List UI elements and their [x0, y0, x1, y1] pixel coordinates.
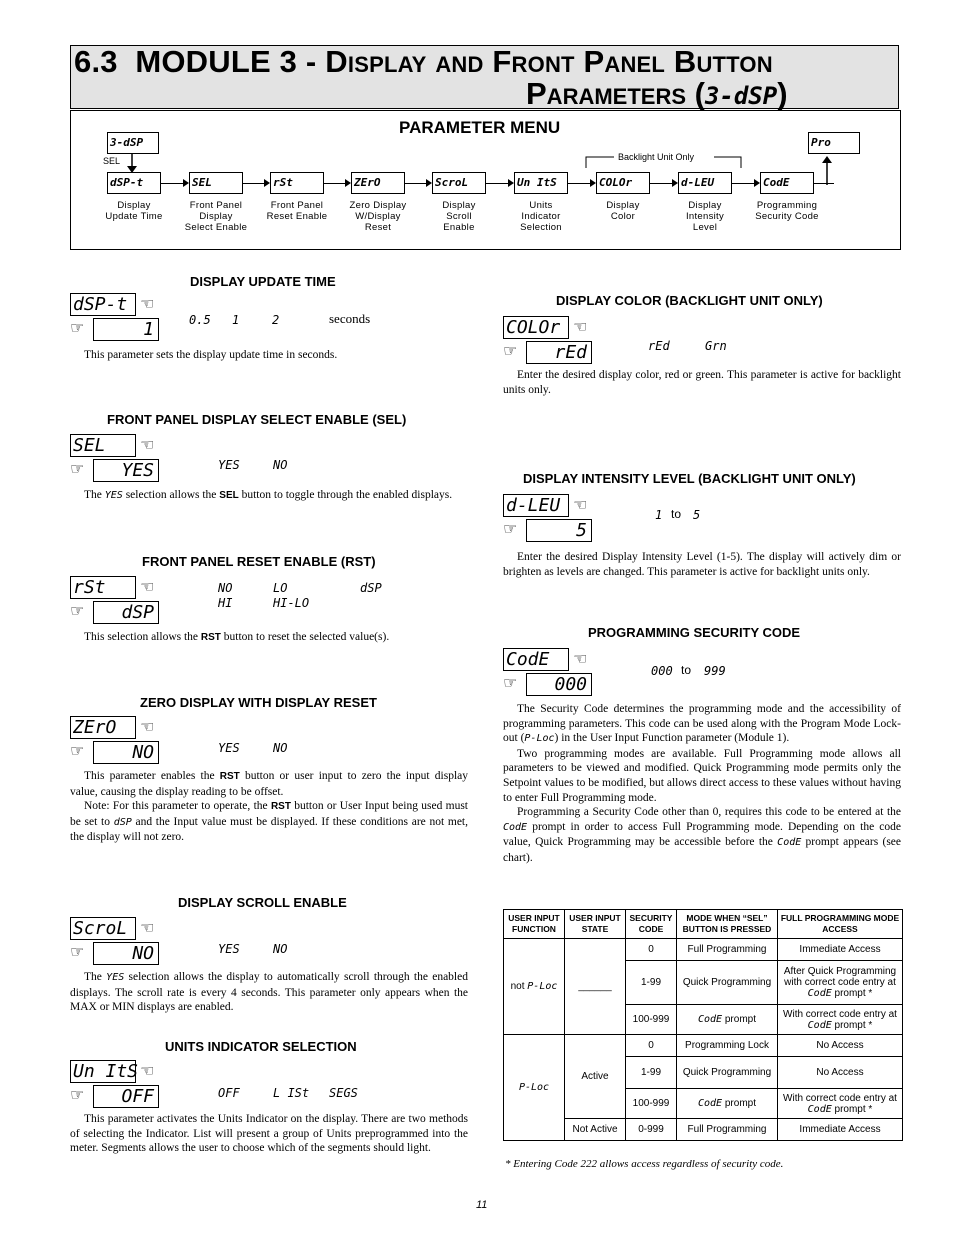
zero-code-display: ZErO	[70, 716, 136, 739]
units-opt: SEGS	[329, 1086, 358, 1100]
units-value-display: OFF	[93, 1085, 159, 1108]
hand-pointer-icon: ☞	[70, 318, 85, 337]
table-cell: Quick Programming	[677, 1057, 778, 1089]
dsp-t-unit: seconds	[329, 311, 371, 326]
dsp-t-description: This parameter sets the display update time in seconds.	[84, 349, 338, 361]
dsp-t-opt: 0.5	[189, 313, 211, 327]
table-cell: Immediate Access	[778, 939, 903, 961]
table-cell: ______	[565, 939, 626, 1035]
table-row	[504, 939, 903, 961]
hand-pointer-icon: ☜	[140, 294, 155, 313]
page-title-line1: 6.3 MODULE 3 - Display and Front Panel Button	[74, 44, 773, 79]
menu-start-box: 3-dSP	[107, 132, 159, 154]
scroll-code-display: ScroL	[70, 917, 136, 940]
sel-value-display: YES	[93, 459, 159, 482]
heading-dlev: DISPLAY INTENSITY LEVEL (BACKLIGHT UNIT ONLY)	[523, 471, 856, 486]
menu-connector	[243, 183, 265, 184]
hand-pointer-icon: ☜	[573, 495, 588, 514]
table-cell: Full Programming	[677, 939, 778, 961]
menu-item-box: SEL	[189, 172, 243, 194]
hand-pointer-icon: ☞	[70, 1085, 85, 1104]
hand-pointer-icon: ☞	[70, 942, 85, 961]
table-cell: Quick Programming	[677, 961, 778, 1005]
table-cell: not P-Loc	[504, 939, 565, 1035]
rst-code-display: rSt	[70, 576, 136, 599]
code-description: The Security Code determines the programming mode and the accessibility of programming parameters. This code can be used along with the Program Mode Lock-out (P-Loc) in the User Input Function parameter (Module 1). Two programming modes are available. Full Programming mode allows all parameters to be viewed and modified. Quick Programming mode permits only the Setpoint values to be modified, but allows direct access to these values without having to enter Full Programming mode. Programming a Security Code other than 0, requires this code to be entered at the CodE prompt in order to access Full Programming mode. Depending on the code value, Quick Programming may be accessible before the CodE prompt appears (see chart).	[503, 703, 901, 864]
hand-pointer-icon: ☞	[70, 741, 85, 760]
table-cell: 100-999	[626, 1089, 677, 1119]
dlev-code-display: d-LEU	[503, 494, 569, 517]
backlight-note: Backlight Unit Only	[618, 152, 695, 162]
hand-pointer-icon: ☜	[140, 1061, 155, 1080]
menu-connector	[405, 183, 427, 184]
zero-opt: NO	[273, 741, 288, 755]
dlev-description: Enter the desired Display Intensity Level (1-5). The display will actively dim or brighten as levels are changed. This parameter is active for backlight units only.	[503, 551, 901, 578]
units-opt: OFF	[218, 1086, 240, 1100]
heading-scroll: DISPLAY SCROLL ENABLE	[178, 895, 347, 910]
table-footnote: * Entering Code 222 allows access regardless of security code.	[505, 1158, 784, 1170]
table-cell: P-Loc	[504, 1035, 565, 1141]
units-description: This parameter activates the Units Indicator on the display. There are two methods of selecting the Indicator. List will present a group of Units preprogrammed into the meter. Segments allows the user to choose which of the segments should light.	[70, 1113, 468, 1155]
menu-item-label: Front Panel Display Select Enable	[184, 200, 248, 233]
table-cell: With correct code entry at CodE prompt *	[778, 1005, 903, 1035]
hand-pointer-icon: ☞	[503, 519, 518, 538]
menu-connector	[650, 183, 673, 184]
code-value-display: 000	[526, 673, 592, 696]
menu-item-box: rSt	[270, 172, 324, 194]
heading-units: UNITS INDICATOR SELECTION	[165, 1039, 357, 1054]
code-opt-from: 000	[651, 664, 673, 678]
hand-pointer-icon: ☞	[503, 673, 518, 692]
table-cell: 100-999	[626, 1005, 677, 1035]
heading-code: PROGRAMMING SECURITY CODE	[588, 625, 801, 640]
menu-sel-label: SEL	[103, 156, 121, 166]
menu-connector	[324, 183, 346, 184]
rst-opt: HI	[218, 596, 233, 610]
table-row	[504, 1035, 903, 1057]
sel-code-display: SEL	[70, 434, 136, 457]
code-opt-to-word: to	[681, 663, 692, 677]
dsp-t-code-display: dSP-t	[70, 293, 136, 316]
heading-display-update-time: DISPLAY UPDATE TIME	[190, 274, 336, 289]
menu-connector	[161, 183, 184, 184]
heading-zero: ZERO DISPLAY WITH DISPLAY RESET	[140, 695, 377, 710]
menu-pro-box: Pro	[808, 132, 860, 154]
zero-opt: YES	[218, 741, 240, 755]
rst-opt: LO	[273, 581, 288, 595]
table-cell: 1-99	[626, 1057, 677, 1089]
dsp-t-opt: 1	[232, 313, 240, 327]
dsp-t-value-display: 1	[93, 318, 159, 341]
menu-item-box: dSP-t	[107, 172, 161, 194]
color-opt: Grn	[705, 339, 727, 353]
rst-description: This selection allows the RST button to reset the selected value(s).	[84, 631, 390, 643]
rst-opt: NO	[218, 581, 233, 595]
menu-item-label: Display Update Time	[105, 200, 163, 222]
menu-item-label: Programming Security Code	[755, 200, 819, 222]
table-header: FULL PROGRAMMING MODE ACCESS	[778, 910, 903, 939]
heading-sel: FRONT PANEL DISPLAY SELECT ENABLE (SEL)	[107, 412, 407, 427]
page-title-line2: Parameters (3-dSP)	[526, 76, 788, 111]
hand-pointer-icon: ☜	[140, 435, 155, 454]
hand-pointer-icon: ☞	[70, 601, 85, 620]
table-header: SECURITY CODE	[626, 910, 677, 939]
scroll-description: The YES selection allows the display to automatically scroll through the enabled displays. The scroll rate is every 4 seconds. This parameter only appears when the MAX or MIN displays are enabled.	[70, 971, 468, 1014]
color-value-display: rEd	[526, 341, 592, 364]
parameter-menu-title: PARAMETER MENU	[399, 118, 561, 137]
table-cell: CodE prompt	[677, 1005, 778, 1035]
zero-description: This parameter enables the RST button or user input to zero the input display value, causing the display reading to be offset. Note: For this parameter to operate, the RST button or User Input being used must be set to dSP and the Input value must be displayed. If these conditions are not met, the display will not zero.	[70, 770, 469, 844]
table-cell: Full Programming	[677, 1119, 778, 1141]
table-cell: Active	[565, 1035, 626, 1119]
security-code-table	[503, 909, 903, 1141]
scroll-opt: NO	[273, 942, 288, 956]
hand-pointer-icon: ☜	[140, 577, 155, 596]
dlev-value-display: 5	[526, 519, 592, 542]
dlev-opt-to-word: to	[671, 507, 682, 521]
table-cell: No Access	[778, 1057, 903, 1089]
menu-item-box: CodE	[760, 172, 814, 194]
sel-opt: NO	[273, 458, 288, 472]
page-number: 11	[476, 1199, 488, 1211]
table-header: USER INPUT FUNCTION	[504, 910, 565, 939]
menu-connector	[814, 183, 834, 184]
scroll-opt: YES	[218, 942, 240, 956]
table-cell: No Access	[778, 1035, 903, 1057]
hand-pointer-icon: ☜	[140, 918, 155, 937]
menu-item-label: Units Indicator Selection	[520, 200, 562, 233]
code-code-display: CodE	[503, 648, 569, 671]
table-cell: CodE prompt	[677, 1089, 778, 1119]
hand-pointer-icon: ☜	[573, 649, 588, 668]
rst-opt: dSP	[360, 581, 382, 595]
menu-item-label: Display Color	[606, 200, 640, 222]
menu-item-box: Un ItS	[514, 172, 568, 194]
sel-description: The YES selection allows the SEL button to toggle through the enabled displays.	[84, 489, 453, 501]
color-code-display: COLOr	[503, 316, 569, 339]
table-cell: Not Active	[565, 1119, 626, 1141]
dsp-t-opt: 2	[272, 313, 280, 327]
zero-value-display: NO	[93, 741, 159, 764]
scroll-value-display: NO	[93, 942, 159, 965]
heading-color: DISPLAY COLOR (BACKLIGHT UNIT ONLY)	[556, 293, 823, 308]
color-opt: rEd	[648, 339, 670, 353]
hand-pointer-icon: ☞	[70, 459, 85, 478]
table-header: MODE WHEN “SEL” BUTTON IS PRESSED	[677, 910, 778, 939]
rst-value-display: dSP	[93, 601, 159, 624]
menu-item-box: ScroL	[432, 172, 486, 194]
rst-opt: HI-LO	[273, 596, 310, 610]
sel-opt: YES	[218, 458, 240, 472]
table-cell: Immediate Access	[778, 1119, 903, 1141]
menu-item-label: Zero Display W/Display Reset	[349, 200, 407, 233]
table-cell: After Quick Programming with correct code entry at CodE prompt *	[778, 961, 903, 1005]
hand-pointer-icon: ☞	[503, 341, 518, 360]
table-cell: 1-99	[626, 961, 677, 1005]
code-opt-to: 999	[704, 664, 726, 678]
menu-item-label: Display Intensity Level	[685, 200, 725, 233]
table-cell: 0	[626, 1035, 677, 1057]
menu-item-label: Display Scroll Enable	[442, 200, 476, 233]
table-header: USER INPUT STATE	[565, 910, 626, 939]
units-code-display: Un ItS	[70, 1060, 136, 1083]
menu-connector	[486, 183, 509, 184]
table-cell: 0	[626, 939, 677, 961]
dlev-opt-from: 1	[655, 508, 663, 522]
units-opt: L ISt	[273, 1086, 310, 1100]
menu-connector	[732, 183, 755, 184]
menu-connector	[568, 183, 591, 184]
table-cell: Programming Lock	[677, 1035, 778, 1057]
menu-item-box: d-LEU	[678, 172, 732, 194]
dlev-opt-to: 5	[693, 508, 701, 522]
menu-item-box: COLOr	[596, 172, 650, 194]
table-cell: 0-999	[626, 1119, 677, 1141]
hand-pointer-icon: ☜	[140, 717, 155, 736]
table-cell: With correct code entry at CodE prompt *	[778, 1089, 903, 1119]
hand-pointer-icon: ☜	[573, 317, 588, 336]
color-description: Enter the desired display color, red or green. This parameter is active for backlight units only.	[503, 369, 901, 396]
menu-item-label: Front Panel Reset Enable	[266, 200, 328, 222]
menu-item-box: ZErO	[351, 172, 405, 194]
heading-rst: FRONT PANEL RESET ENABLE (RST)	[142, 554, 376, 569]
sel-arrow-icon	[126, 154, 138, 174]
